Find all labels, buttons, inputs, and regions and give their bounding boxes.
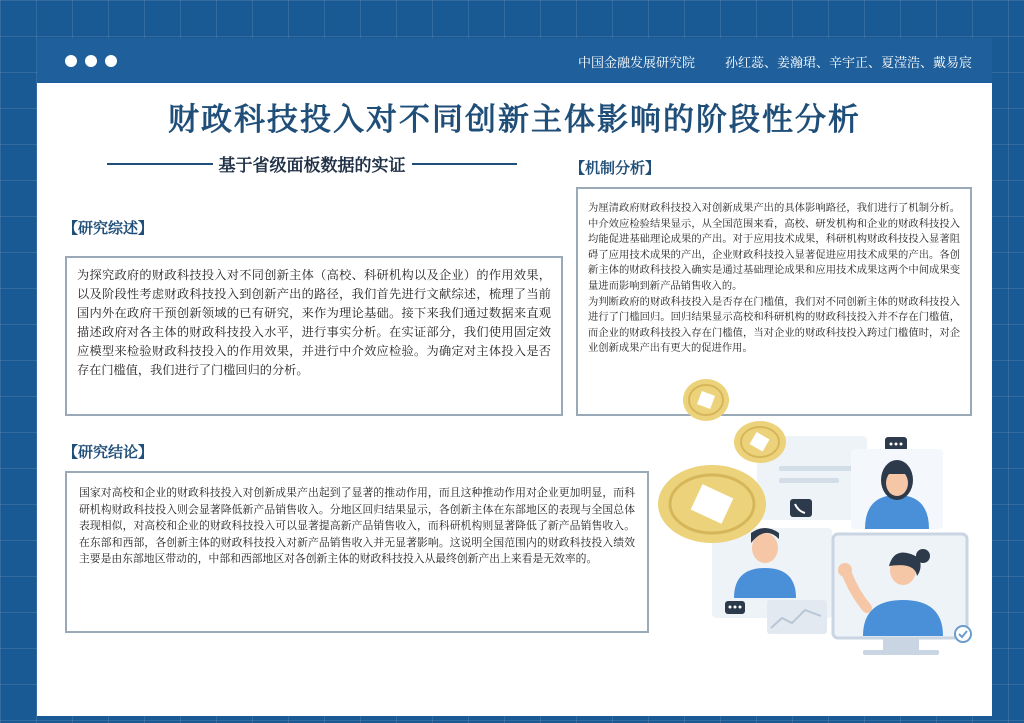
coin-icon — [658, 465, 766, 543]
chat-bubble-icon — [885, 437, 907, 451]
text-line — [779, 478, 839, 483]
subtitle-text: 基于省级面板数据的实证 — [218, 156, 406, 176]
institution: 中国金融发展研究院 — [577, 56, 695, 71]
poster-panel — [37, 38, 992, 716]
heading-conclusion: 【研究结论】 — [63, 443, 154, 461]
subtitle-rule — [412, 163, 518, 165]
monitor-illustration — [833, 534, 967, 655]
mini-chart-card — [767, 600, 827, 634]
mechanism-text-2: 为判断政府的财政科技投入是否存在门槛值，我们对不同创新主体的财政科技投入进行了门槛回归。回归结果显示高校和科研机构的财政科技投入并不存在门槛值，而企业的财政科技投入存在门槛值，当对企业的财政科技投入跨过门槛值时，对企业创新成果产出有更大的促进作用。 — [588, 295, 960, 355]
review-box — [65, 256, 563, 416]
conclusion-box — [65, 471, 649, 633]
subtitle-rule — [107, 163, 213, 165]
mini-chart-line — [771, 610, 821, 628]
review-text: 为探究政府的财政科技投入对不同创新主体（高校、科研机构以及企业）的作用效果，以及阶段性考虑财政科技投入到创新产出的路径，我们首先进行文献综述，梳理了当前国内外在政府干预创新领域的已有研究，来作为理论基础。接下来我们通过数据来直观描述政府对各主体的财政科技投入水平，进行事实分析。在实证部分，我们使用固定效应模型来检验财政科技投入的作用效果，并进行中介效应检验。为确定对主体投入是否存在门槛值，我们进行了门槛回归的分析。 — [77, 268, 551, 377]
chat-bubble-icon — [725, 601, 745, 614]
window-dot-icon — [65, 55, 77, 67]
subtitle — [107, 151, 517, 176]
heading-mechanism: 【机制分析】 — [570, 159, 661, 177]
conclusion-text: 国家对高校和企业的财政科技投入对创新成果产出起到了显著的推动作用，而且这种推动作用对企业更加明显，而科研机构财政科技投入则会显著降低新产品销售收入。分地区回归结果显示，各创新主体在东部地区的表现与全国总体表现相似，对高校和企业的财政科技投入可以显著提高新产品销售收入，而科研机构则显著降低了新产品销售收入。在东部和西部，各创新主体的财政科技投入对新产品销售收入并无显著影响。这说明全国范围内的财政科技投入绩效主要是由东部地区带动的，中部和西部地区对各创新主体的财政科技投入从最终创新产出上来看是无效率的。 — [79, 486, 635, 565]
poster-title: 财政科技投入对不同创新主体影响的阶段性分析 — [168, 102, 861, 138]
text-line — [779, 466, 859, 471]
window-dot-icon — [85, 55, 97, 67]
mechanism-box — [576, 187, 972, 416]
authors: 孙红蕊、姜瀚珺、辛宇正、夏滢浩、戴易宸 — [724, 56, 972, 71]
window-card — [757, 436, 867, 520]
mechanism-text-1: 为厘清政府财政科技投入对创新成果产出的具体影响路径，我们进行了机制分析。中介效应检验结果显示，从全国范围来看，高校、研发机构和企业的财政科技投入均能促进基础理论成果的产出。对于应用技术成果，科研机构财政科技投入显著阻碍了应用技术成果的产出，企业财政科技投入显著促进应用技术成果的产出。各创新主体的财政科技投入确实是通过基础理论成果和应用技术成果这两个中间成果变量进而影响到新产品销售收入的。 — [588, 202, 960, 292]
heading-review: 【研究综述】 — [63, 219, 154, 237]
window-dot-icon — [105, 55, 117, 67]
top-bar — [37, 38, 992, 83]
person-illustration — [851, 449, 943, 529]
coin-icon — [734, 421, 786, 463]
phone-icon — [790, 499, 812, 517]
author-line — [548, 52, 972, 71]
person-illustration — [734, 528, 796, 598]
check-circle-icon — [955, 626, 971, 642]
window-card — [712, 528, 832, 618]
